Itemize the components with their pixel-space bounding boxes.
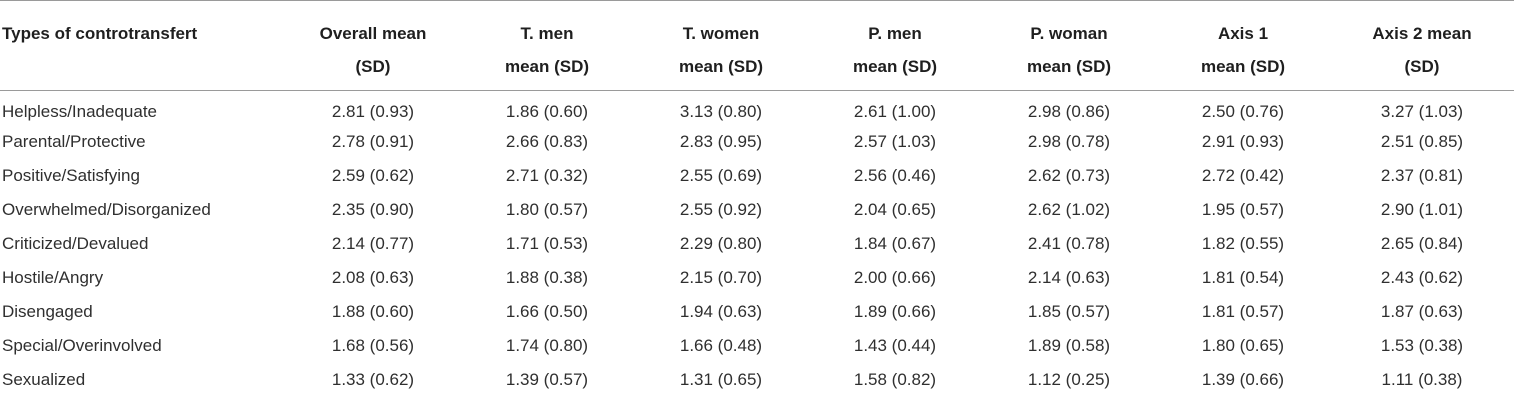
table-cell: 1.58 (0.82) (853, 369, 937, 389)
table-cell: 2.98 (0.86) (1027, 101, 1111, 121)
table-cell: 2.66 (0.83) (505, 131, 589, 151)
table-cell: 1.66 (0.50) (505, 301, 589, 321)
table-row (0, 159, 1514, 193)
table-cell: 1.71 (0.53) (505, 233, 589, 253)
table-cell: 2.61 (1.00) (853, 101, 937, 121)
table-cell: 1.89 (0.58) (1027, 335, 1111, 355)
header-line: mean (SD) (852, 57, 938, 76)
header-line: Overall mean (319, 24, 427, 43)
header-t-women (634, 1, 808, 91)
table-row (0, 295, 1514, 329)
row-label: Helpless/Inadequate (2, 101, 158, 121)
table-cell: 2.78 (0.91) (331, 131, 415, 151)
table-cell: 1.43 (0.44) (853, 335, 937, 355)
header-line: T. women (682, 24, 760, 43)
table-cell: 1.89 (0.66) (853, 301, 937, 321)
table-cell: 2.62 (0.73) (1027, 165, 1111, 185)
table-cell: 2.14 (0.77) (331, 233, 415, 253)
table-cell: 1.12 (0.25) (1027, 369, 1111, 389)
table-cell: 2.50 (0.76) (1201, 101, 1285, 121)
table-cell: 2.29 (0.80) (679, 233, 763, 253)
table-row (0, 193, 1514, 227)
table-row (0, 363, 1514, 397)
table-cell: 1.81 (0.54) (1201, 267, 1285, 287)
table-cell: 1.95 (0.57) (1201, 199, 1285, 219)
header-axis-2-mean (1330, 1, 1514, 91)
table-cell: 1.81 (0.57) (1201, 301, 1285, 321)
row-label: Parental/Protective (2, 131, 146, 151)
row-label: Criticized/Devalued (2, 233, 149, 253)
table-cell: 1.84 (0.67) (853, 233, 937, 253)
header-line: mean (SD) (1200, 57, 1286, 76)
table-body (0, 91, 1514, 397)
table-cell: 2.00 (0.66) (853, 267, 937, 287)
table-cell: 2.71 (0.32) (505, 165, 589, 185)
header-line: Axis 1 (1217, 24, 1269, 43)
row-label: Sexualized (2, 369, 86, 389)
table-cell: 2.81 (0.93) (331, 101, 415, 121)
table-cell: 1.80 (0.65) (1201, 335, 1285, 355)
table-cell: 2.83 (0.95) (679, 131, 763, 151)
table-cell: 2.51 (0.85) (1380, 131, 1464, 151)
table-cell: 2.62 (1.02) (1027, 199, 1111, 219)
table-row (0, 329, 1514, 363)
table-cell: 1.82 (0.55) (1201, 233, 1285, 253)
table-cell: 1.31 (0.65) (679, 369, 763, 389)
header-line: P. men (868, 24, 922, 43)
table-cell: 1.66 (0.48) (679, 335, 763, 355)
table-cell: 2.37 (0.81) (1380, 165, 1464, 185)
header-line: Axis 2 mean (1372, 24, 1472, 43)
header-line: mean (SD) (678, 57, 764, 76)
header-axis-1 (1156, 1, 1330, 91)
header-row (0, 1, 1514, 91)
row-label: Disengaged (2, 301, 93, 321)
header-t-men (460, 1, 634, 91)
table-cell: 2.55 (0.92) (679, 199, 763, 219)
header-types-of-controtransfert (0, 1, 286, 91)
table-cell: 2.56 (0.46) (853, 165, 937, 185)
table-cell: 3.13 (0.80) (679, 101, 763, 121)
table-cell: 2.91 (0.93) (1201, 131, 1285, 151)
table-cell: 2.59 (0.62) (331, 165, 415, 185)
table-cell: 2.41 (0.78) (1027, 233, 1111, 253)
table-cell: 2.90 (1.01) (1380, 199, 1464, 219)
row-label: Overwhelmed/Disorganized (2, 199, 211, 219)
table-cell: 2.57 (1.03) (853, 131, 937, 151)
table-cell: 2.15 (0.70) (679, 267, 763, 287)
header-line: P. woman (1030, 24, 1108, 43)
row-label: Positive/Satisfying (2, 165, 140, 185)
table-cell: 2.04 (0.65) (853, 199, 937, 219)
table-cell: 1.39 (0.66) (1201, 369, 1285, 389)
header-p-men (808, 1, 982, 91)
row-label: Hostile/Angry (2, 267, 104, 287)
table-cell: 1.53 (0.38) (1380, 335, 1464, 355)
table-cell: 1.87 (0.63) (1380, 301, 1464, 321)
table-cell: 1.80 (0.57) (505, 199, 589, 219)
header-overall-mean (286, 1, 460, 91)
header-line: (SD) (1404, 57, 1440, 76)
table-cell: 1.88 (0.60) (331, 301, 415, 321)
row-label: Special/Overinvolved (2, 335, 162, 355)
table-cell: 2.98 (0.78) (1027, 131, 1111, 151)
table-cell: 1.88 (0.38) (505, 267, 589, 287)
header-line: (SD) (355, 57, 391, 76)
table-cell: 1.74 (0.80) (505, 335, 589, 355)
table-cell: 2.65 (0.84) (1380, 233, 1464, 253)
table-cell: 1.85 (0.57) (1027, 301, 1111, 321)
table-cell: 2.35 (0.90) (331, 199, 415, 219)
header-line: mean (SD) (1026, 57, 1112, 76)
table-row (0, 261, 1514, 295)
table-cell: 2.08 (0.63) (331, 267, 415, 287)
table-row (0, 125, 1514, 159)
table-cell: 1.68 (0.56) (331, 335, 415, 355)
table-cell: 2.72 (0.42) (1201, 165, 1285, 185)
table-cell: 1.11 (0.38) (1381, 369, 1463, 389)
table-cell: 1.33 (0.62) (331, 369, 415, 389)
table-cell: 2.14 (0.63) (1027, 267, 1111, 287)
table-row (0, 91, 1514, 125)
table-cell: 2.43 (0.62) (1380, 267, 1464, 287)
header-p-woman (982, 1, 1156, 91)
table-cell: 1.39 (0.57) (505, 369, 589, 389)
table-cell: 1.86 (0.60) (505, 101, 589, 121)
header-line: Types of controtransfert (2, 24, 198, 43)
header-line: mean (SD) (504, 57, 590, 76)
table-cell: 1.94 (0.63) (679, 301, 763, 321)
header-line: T. men (520, 24, 574, 43)
table-row (0, 227, 1514, 261)
table-header (0, 1, 1514, 91)
table-cell: 2.55 (0.69) (679, 165, 763, 185)
table-cell: 3.27 (1.03) (1380, 101, 1464, 121)
